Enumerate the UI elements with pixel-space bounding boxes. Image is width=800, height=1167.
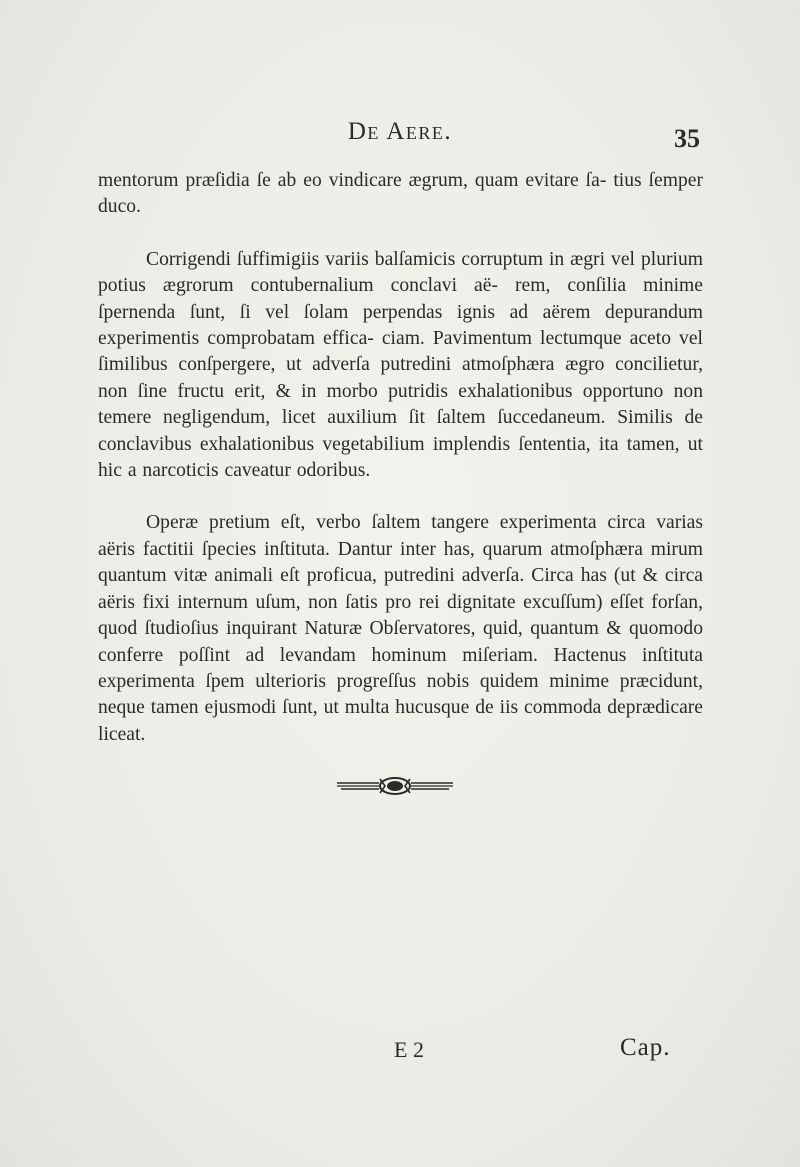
page-title: De Aere. [347,118,453,145]
running-head [0,118,800,158]
catchword: Cap. [620,1034,671,1061]
signature-mark: E 2 [394,1037,424,1062]
body-text [98,168,703,748]
page-number: 35 [674,124,700,153]
paragraph-continuation: mentorum præſidia ſe ab eo vindicare ægrum, quam evitare ſa- tius ſemper duco. [98,170,703,218]
paragraph-factitious-air: Operæ pretium eſt, verbo ſaltem tangere experimenta circa varias aëris factitii ſpecies inſtituta. Dantur inter has, quarum atmoſphæra mirum quantum vitæ animali eſt proficua, putredini adverſa. Circa has (ut & circa aëris fixi internum uſum, non ſatis pro rei dignitate excuſſum) eſſet forſan, quod ſtudioſius inquirant Naturæ Obſervatores, quid, quantum & quomodo conferre poſſint ad levandam hominum miſeriam. Hactenus inſtituta experimenta ſpem ulterioris progreſſus nobis quidem minime præcidunt, neque tamen ejusmodi ſunt, ut multa hucusque de iis commoda deprædicare liceat. [98,512,703,745]
paragraph-fumigation: Corrigendi ſuffimigiis variis balſamicis corruptum in ægri vel plurium potius ægrorum contubernalium conclavi aë- rem, conſilia minime ſpernenda ſunt, ſi vel ſolam perpendas ignis ad aërem depurandum experimentis comprobatam effica- ciam. Pavimentum lectumque aceto vel ſimilibus conſpergere, ut adverſa putredini atmoſphæra ægro concilietur, non ſine fructu erit, & in morbo putridis exhalationibus opportuno non temere negligendum, licet auxilium ſit ſaltem ſuccedaneum. Similis de conclavibus exhalationibus vegetabilium implendis ſententia, ita tamen, ut hic a narcoticis caveatur odoribus. [98,248,703,482]
ornament-divider-icon [335,775,455,797]
